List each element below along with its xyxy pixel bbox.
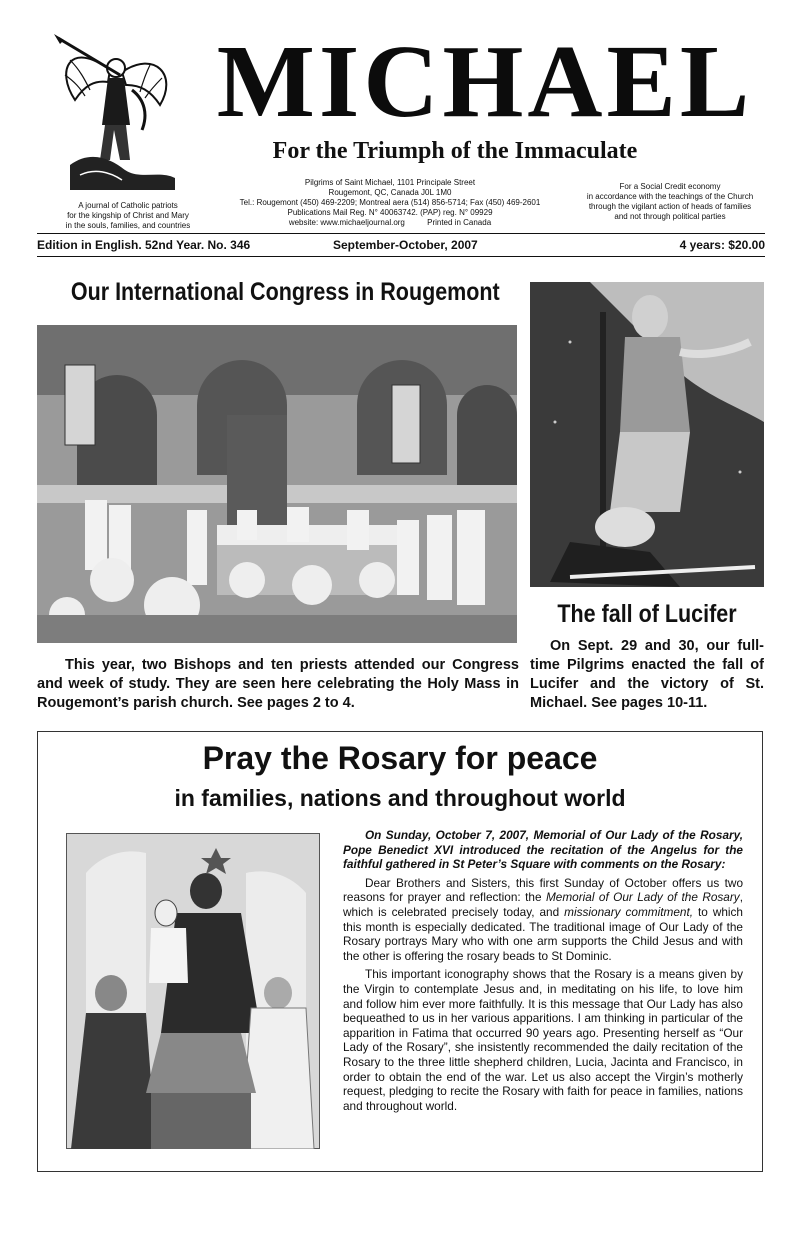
rosary-heading: Pray the Rosary for peace	[202, 740, 598, 776]
article-paragraph-1: Dear Brothers and Sisters, this first Sunday of October offers us two reasons for prayer and reflection: the Memorial of Our Lady of the Rosary, which is celebrated precisely today, and missionary commitment, to which this month is especially dedicated. The traditional image of Our Lady of the Rosary portrays Mary who with one arm supports the Child Jesus and with the other is offering the rosary beads to St Dominic.	[343, 875, 743, 963]
masthead-right-blurb: For a Social Credit economy in accordance with the teachings of the Church through the vigilant action of heads of families and not through political parties	[586, 182, 754, 221]
masthead-left-blurb: A journal of Catholic patriots for the kingship of Christ and Mary in the souls, families, and countries	[65, 201, 191, 230]
masthead-subtitle: For the Triumph of the Immaculate	[272, 138, 638, 164]
edition-rule-top	[37, 233, 765, 234]
our-lady-of-the-rosary-image	[66, 833, 320, 1149]
rosary-article	[343, 828, 743, 1117]
congress-photo	[37, 325, 517, 643]
saint-michael-illustration	[50, 30, 180, 198]
article-paragraph-2: This important iconography shows that the Rosary is a means given by the Virgin to contemplate Jesus and, in meditating on his life, to love him and follow him ever more faithfully. It is this message that Our Lady has also bequeathed to us in her various apparitions. I am thinking in particular of the apparition in Fatima that occurred 90 years ago. Presenting herself as “Our Lady of the Rosary”, she insistently recommended the daily recitation of the Rosary to the three little shepherd children, Lucia, Jacinta and Francisco, in order to obtain the end of the war. Let us also accept the Virgin’s motherly request, pledging to recite the Rosary with faith for peace in families, nations and throughout world.	[343, 967, 743, 1113]
edition-line	[37, 237, 765, 253]
rosary-subheading: in families, nations and throughout world	[174, 785, 626, 811]
subscription-price: 4 years: $20.00	[679, 238, 765, 252]
article-intro: On Sunday, October 7, 2007, Memorial of Our Lady of the Rosary, Pope Benedict XVI introduced the recitation of the Angelus for the faithful gathered in St Peter’s Square with comments on the Rosary:	[343, 828, 743, 872]
edition-number: Edition in English. 52nd Year. No. 346	[37, 238, 251, 252]
edition-rule-bottom	[37, 256, 765, 257]
masthead-title: MICHAEL	[216, 24, 754, 139]
edition-date: September-October, 2007	[333, 238, 478, 252]
congress-caption: This year, two Bishops and ten priests attended our Congress and week of study. They are seen here celebrating the Holy Mass in Rougemont’s parish church. See pages 2 to 4.	[37, 657, 519, 711]
lucifer-heading: The fall of Lucifer	[557, 600, 737, 628]
congress-heading: Our International Congress in Rougemont	[70, 278, 500, 306]
lucifer-photo	[530, 282, 764, 587]
masthead-address: Pilgrims of Saint Michael, 1101 Principale Street Rougemont, QC, Canada J0L 1M0 Tel.: Rougemont (450) 469-2209; Montreal aera (514) 856-5714; Fax (450) 469-2601 Publications Mail Reg. N° 40063742. (PAP) reg. N° 09929 website: www.michaeljournal.org Printed in Canada	[239, 178, 541, 227]
lucifer-caption: On Sept. 29 and 30, our full-time Pilgrims enacted the fall of Lucifer and the victory of St. Michael. See pages 10-11.	[530, 638, 764, 711]
